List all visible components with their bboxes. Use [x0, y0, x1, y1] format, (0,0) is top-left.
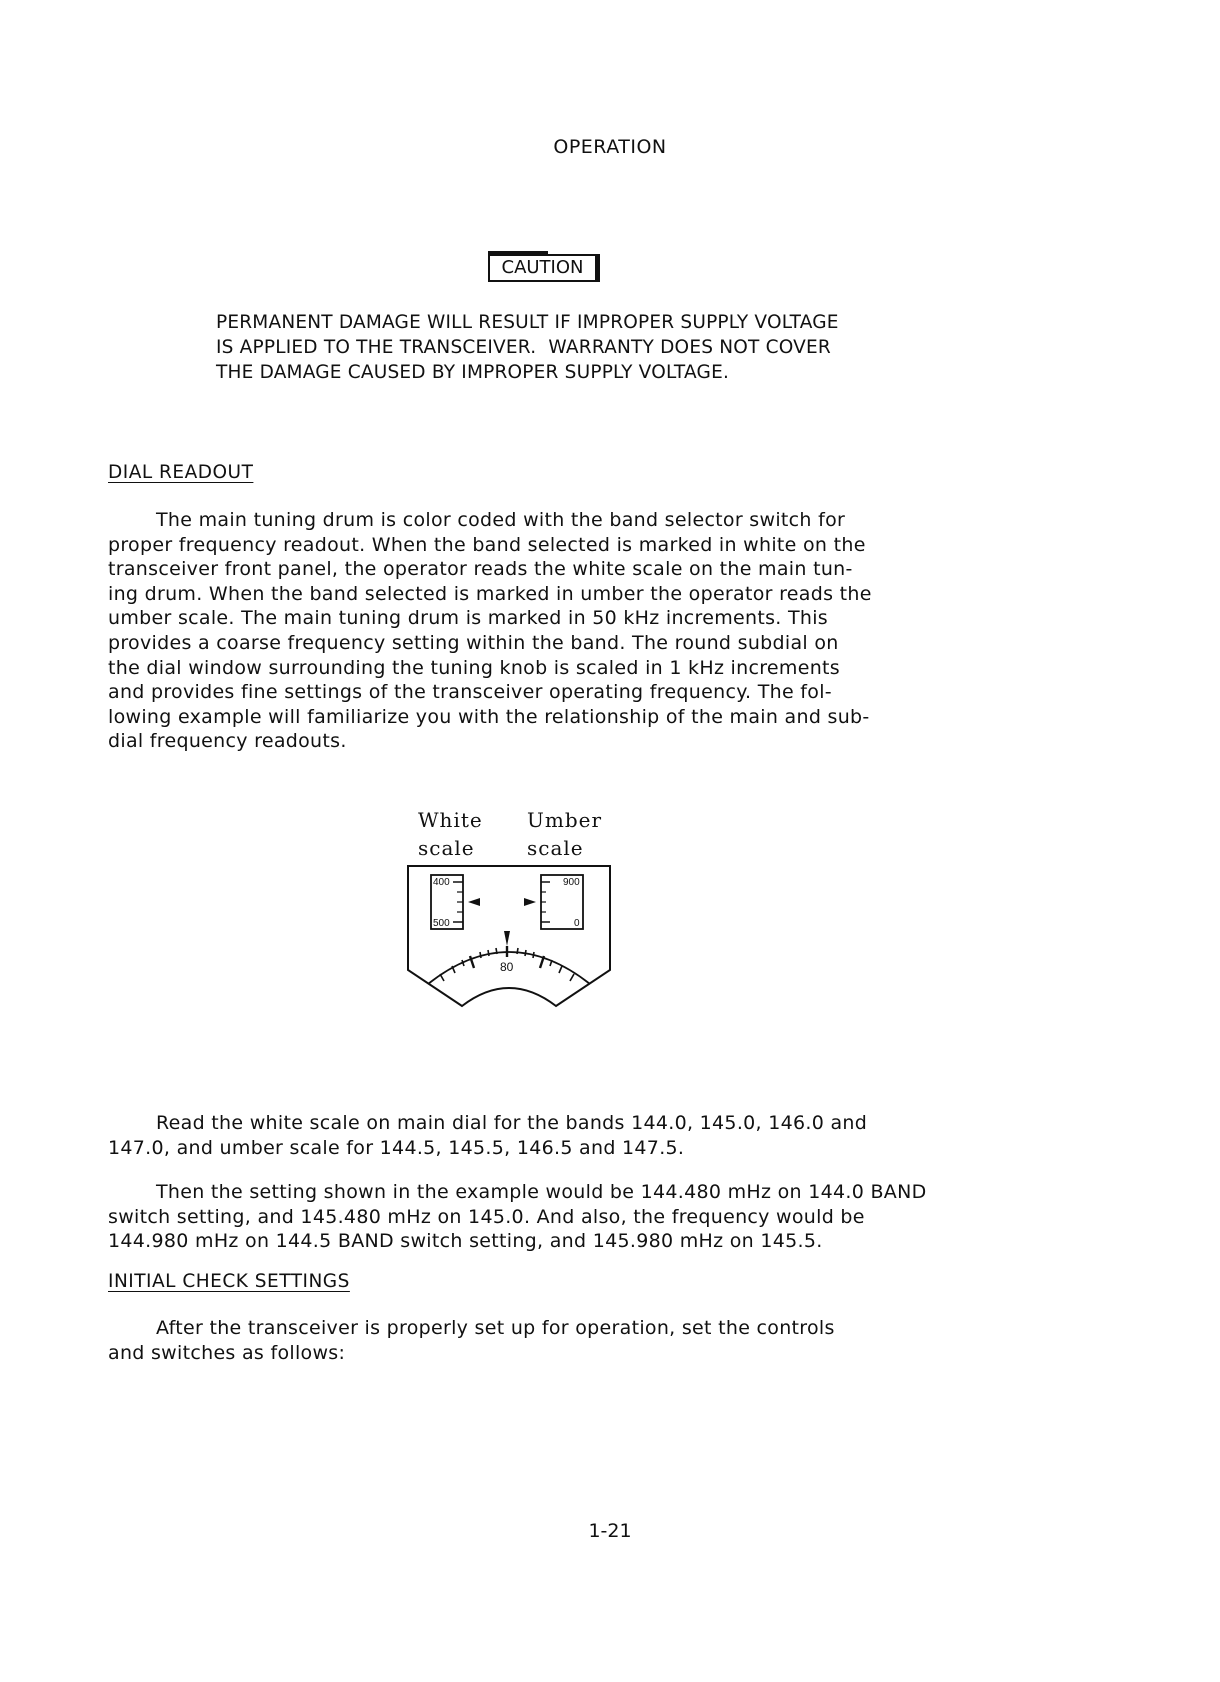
- dial-window-diagram: [400, 860, 620, 1020]
- white-scale-label: [418, 806, 483, 862]
- umber-scale-bottom-value: 0: [574, 918, 580, 929]
- paragraph-line: After the transceiver is properly set up for operation, set the controls: [156, 1317, 835, 1339]
- white-label-line: White: [418, 808, 483, 832]
- initial-check-paragraph: [108, 1316, 1108, 1365]
- caution-label-box: [488, 254, 600, 282]
- caution-warning-text: [216, 310, 839, 385]
- paragraph-line: and switches as follows:: [108, 1341, 346, 1364]
- paragraph-line: Read the white scale on main dial for the bands 144.0, 145.0, 146.0 and: [156, 1112, 868, 1134]
- warning-line: THE DAMAGE CAUSED BY IMPROPER SUPPLY VOLTAGE.: [216, 362, 730, 383]
- white-scale-bottom-value: 500: [433, 918, 450, 929]
- paragraph-line: 144.980 mHz on 144.5 BAND switch setting, and 145.980 mHz on 145.5.: [108, 1230, 823, 1253]
- umber-label-line: Umber: [527, 808, 603, 832]
- paragraph-line: and provides fine settings of the transceiver operating frequency. The fol-: [108, 681, 832, 704]
- subdial-value: 80: [500, 960, 514, 974]
- paragraph-line: proper frequency readout. When the band selected is marked in white on the: [108, 533, 866, 556]
- paragraph-line: The main tuning drum is color coded with the band selector switch for: [156, 509, 846, 531]
- white-label-line: scale: [418, 836, 475, 860]
- umber-label-line: scale: [527, 836, 584, 860]
- page-title: OPERATION: [553, 136, 667, 158]
- dial-readout-heading: DIAL READOUT: [108, 462, 254, 483]
- initial-check-heading: INITIAL CHECK SETTINGS: [108, 1271, 350, 1292]
- paragraph-line: 147.0, and umber scale for 144.5, 145.5, 146.5 and 147.5.: [108, 1136, 685, 1159]
- read-scale-paragraph: [108, 1111, 1108, 1160]
- paragraph-line: umber scale. The main tuning drum is marked in 50 kHz increments. This: [108, 607, 829, 630]
- warning-line: IS APPLIED TO THE TRANSCEIVER. WARRANTY DOES NOT COVER: [216, 337, 831, 358]
- dial-readout-paragraph: [108, 508, 1108, 754]
- umber-scale-top-value: 900: [563, 877, 580, 888]
- paragraph-line: the dial window surrounding the tuning knob is scaled in 1 kHz increments: [108, 656, 840, 679]
- paragraph-line: dial frequency readouts.: [108, 730, 347, 753]
- example-setting-paragraph: [108, 1180, 1108, 1254]
- page-number: 1-21: [588, 1520, 632, 1542]
- umber-scale-label: [527, 806, 602, 862]
- warning-line: PERMANENT DAMAGE WILL RESULT IF IMPROPER SUPPLY VOLTAGE: [216, 312, 839, 333]
- paragraph-line: lowing example will familiarize you with the relationship of the main and sub-: [108, 705, 870, 728]
- paragraph-line: transceiver front panel, the operator reads the white scale on the main tun-: [108, 558, 853, 581]
- caution-label: CAUTION: [501, 257, 584, 278]
- paragraph-line: Then the setting shown in the example would be 144.480 mHz on 144.0 BAND: [156, 1181, 927, 1203]
- paragraph-line: switch setting, and 145.480 mHz on 145.0. And also, the frequency would be: [108, 1205, 865, 1228]
- umber-scale-pointer: [524, 898, 536, 906]
- white-scale-pointer: [468, 898, 480, 906]
- white-scale-top-value: 400: [433, 877, 450, 888]
- subdial-pointer: [504, 931, 510, 946]
- paragraph-line: ing drum. When the band selected is marked in umber the operator reads the: [108, 582, 872, 605]
- paragraph-line: provides a coarse frequency setting within the band. The round subdial on: [108, 631, 839, 654]
